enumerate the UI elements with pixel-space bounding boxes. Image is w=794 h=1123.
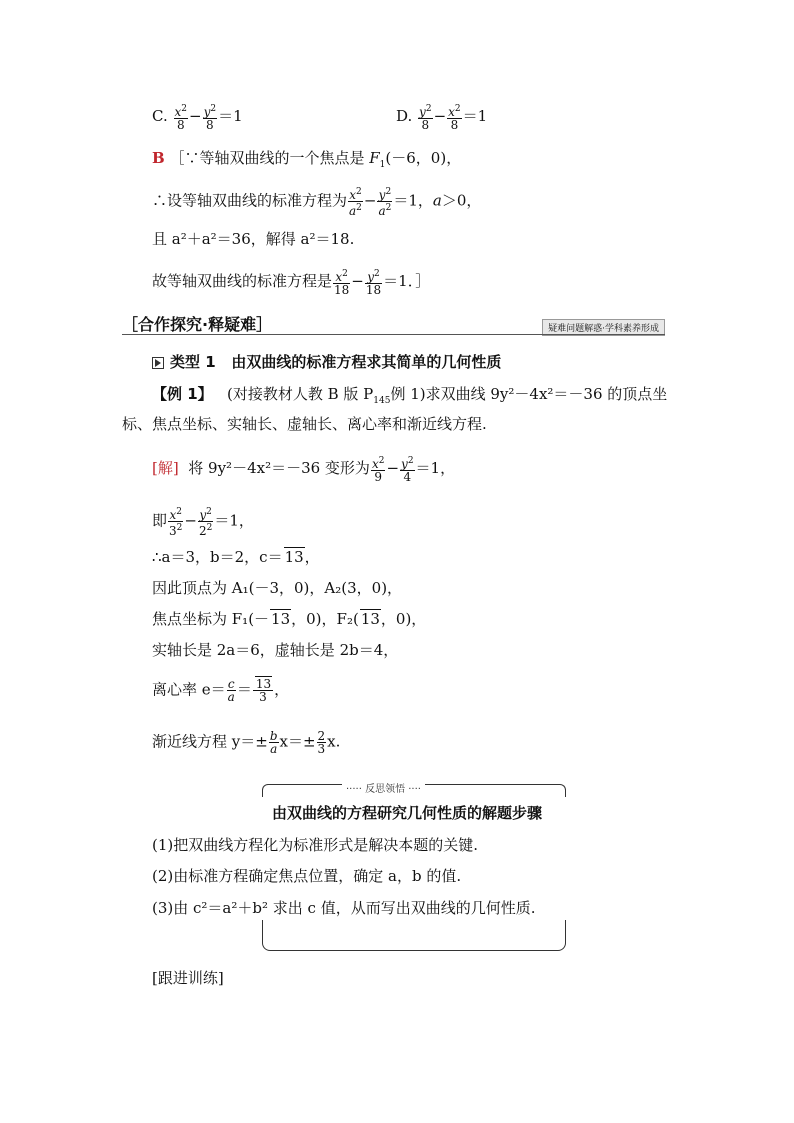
answer-line-2: ∴设等轴双曲线的标准方程为 $\frac{x^2}{a^2}$ − $\frac{y^2}{a^2}$ ＝1，a＞0， <box>152 187 482 218</box>
answer-letter: B <box>152 149 165 167</box>
solution-line-6: 实轴长是 2a＝6，虚轴长是 2b＝4， <box>152 641 399 659</box>
type-heading: 类型 1 由双曲线的标准方程求其简单的几何性质 <box>152 352 501 372</box>
solution-line-8: 渐近线方程 y＝± $\frac{b}{a}$ x＝± $\frac{2}{3}$ x. <box>152 729 341 756</box>
answer-line-1: B ［∵等轴双曲线的一个焦点是 $F_1(-6$，0)， <box>152 149 462 170</box>
fraction: $\frac{y^2}{8}$ <box>419 104 432 132</box>
reflection-step-2: (2)由标准方程确定焦点位置，确定 a，b 的值. <box>152 867 462 885</box>
solution-line-2: 即 $\frac{x^2}{3^2}$ − $\frac{y^2}{2^2}$ ＝1， <box>152 507 254 538</box>
solution-line-1: [解] 将 9y²－4x²＝－36 变形为 $\frac{x^2}{9}$ − $\frac{y^2}{4}$ ＝1， <box>152 456 456 484</box>
example-line-2: 标、焦点坐标、实轴长、虚轴长、离心率和渐近线方程. <box>122 415 487 433</box>
play-marker-icon <box>152 357 164 369</box>
reflection-label: ····· 反思领悟 ···· <box>342 780 425 795</box>
answer-line-3: 且 a²＋a²＝36，解得 a²＝18. <box>152 230 355 248</box>
reflection-title: 由双曲线的方程研究几何性质的解题步骤 <box>272 804 543 822</box>
fraction: $\frac{x^2}{8}$ <box>448 104 461 132</box>
solution-line-3: ∴a＝3，b＝2，c＝ 13， <box>152 548 320 566</box>
fraction: $\frac{x^2}{8}$ <box>174 104 188 132</box>
reflection-step-1: (1)把双曲线方程化为标准形式是解决本题的关键. <box>152 836 479 854</box>
fraction: $\frac{y^2}{8}$ <box>203 104 217 132</box>
option-d: D. $\frac{y^2}{8}$ − $\frac{x^2}{8}$ ＝1 <box>396 104 488 132</box>
section-header <box>122 312 665 336</box>
solution-line-4: 因此顶点为 A₁(－3，0)，A₂(3，0)， <box>152 579 403 597</box>
section-title: ［合作探究·释疑难］ <box>122 315 273 334</box>
option-c: C. $\frac{x^2}{8}$ − $\frac{y^2}{8}$ ＝1 <box>152 104 243 132</box>
example-label: 【例 1】 <box>152 385 213 403</box>
section-rule <box>122 334 665 335</box>
answer-line-4: 故等轴双曲线的标准方程是 $\frac{x^2}{18}$ − $\frac{y^2}{18}$ ＝1．］ <box>152 269 431 297</box>
solution-tag: [解] <box>152 459 179 477</box>
follow-up-heading: [跟进训练] <box>152 969 224 987</box>
solution-line-5: 焦点坐标为 F₁(－ 13，0)，F₂( 13，0)， <box>152 610 427 628</box>
example-line-1: 【例 1】 (对接教材人教 B 版 $P_{145}$例 1)求双曲线 9y²－4x²＝－36 的顶点坐 <box>152 385 668 406</box>
reflection-step-3: (3)由 c²＝a²＋b² 求出 c 值，从而写出双曲线的几何性质. <box>152 899 536 917</box>
section-tag: 疑难问题解惑·学科素养形成 <box>542 319 665 336</box>
solution-line-7: 离心率 e＝ $\frac{c}{a}$ ＝ $\frac{13}{3}$ ， <box>152 677 290 704</box>
